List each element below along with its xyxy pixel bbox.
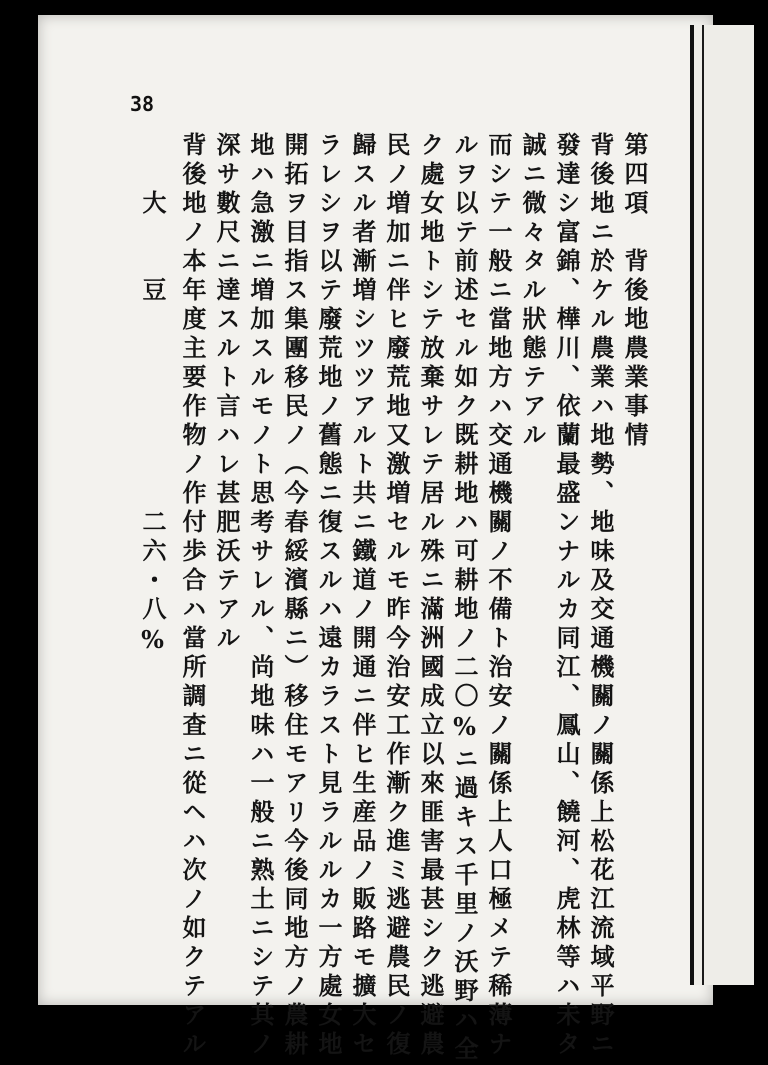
text-column: 深サ數尺ニ達スルト言ハレ甚肥沃テアル	[212, 132, 241, 654]
text-column: ラレシヲ以テ廢荒地ノ舊態ニ復スルハ遠カラスト見ラルルカ一方處女地	[314, 132, 343, 1060]
text-column: 而シテ一般ニ當地方ハ交通機關ノ不備ト治安ノ關係上人口極メテ稀薄ナ	[484, 132, 513, 1060]
text-column: 開拓ヲ目指ス集團移民ノ（今春綏濱縣ニ）移住モアリ今後同地方ノ農耕	[280, 132, 309, 1060]
page-number: 38	[130, 92, 155, 116]
text-column: 歸スル者漸増シツツアルト共ニ鐵道ノ開通ニ伴ヒ生産品ノ販路モ擴大セ	[348, 132, 377, 1060]
text-column: 誠ニ微々タル狀態テアル	[518, 132, 547, 451]
text-column: 地ハ急激ニ増加スルモノト思考サレル、尚地味ハ一般ニ熟土ニシテ其ノ	[246, 132, 275, 1060]
text-column: 發達シ富錦、樺川、依蘭最盛ンナルカ同江、鳳山、饒河、虎林等ハ未タ	[552, 132, 581, 1060]
text-column: 背後地ノ本年度主要作物ノ作付歩合ハ當所調査ニ從ヘハ次ノ如クテアル	[178, 132, 207, 1060]
section-heading: 第四項 背後地農業事情	[620, 132, 649, 451]
text-column: ルヲ以テ前述セル如ク既耕地ハ可耕地ノ二〇%ニ過キス千里ノ沃野ハ全	[450, 132, 479, 1065]
page-edge	[690, 25, 754, 985]
text-column: ク處女地トシテ放棄サレテ居ル殊ニ滿洲國成立以來匪害最甚シク逃避農	[416, 132, 445, 1060]
crop-row-soybean: 大 豆 二六・八%	[138, 190, 167, 659]
text-column: 背後地ニ於ケル農業ハ地勢、地味及交通機關ノ關係上松花江流域平野ニ	[586, 132, 615, 1060]
text-column: 民ノ増加ニ伴ヒ廢荒地又激増セルモ昨今治安工作漸ク進ミ逃避農民ノ復	[382, 132, 411, 1060]
